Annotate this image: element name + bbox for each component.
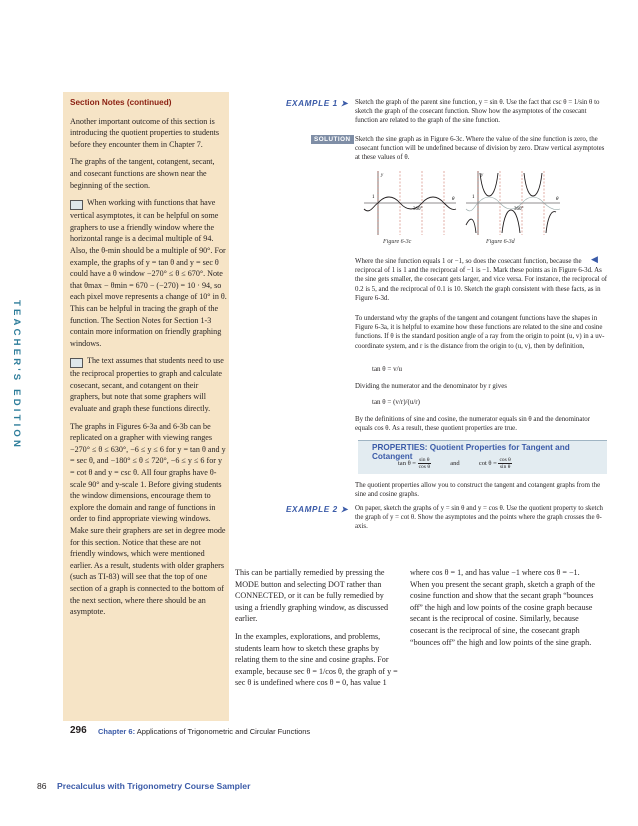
figure-c-ylabel: y	[381, 173, 384, 178]
solution-text	[355, 135, 608, 163]
teachers-edition-text: TEACHER'S EDITION	[11, 300, 22, 451]
body-p1: Where the sine function equals 1 or −1, so does the cosecant function, because the reciprocal of 1 is 1 and the reciprocal of −1 is −1. Mark these points as in Figure 6-3d. As the sine gets smaller, the cosecant gets larger, and vice versa. For instance, the reciprocal of 0.2 is 5, and the reciprocal of 0.1 is 10. Sketch the graph consistent with these facts, as in Figure 6-3d.	[355, 258, 608, 302]
notes-paragraph-3-wrap	[70, 197, 228, 349]
body-p5: The quotient properties allow you to construct the tangent and cotangent graphs from the sine and cosine graphs.	[355, 482, 601, 499]
notes-paragraph-1: Another important outcome of this section is introducing the quotient properties to students before they encounter them in Chapter 7.	[70, 116, 220, 149]
figure-d-xlabel: θ	[556, 197, 559, 202]
tan-numerator: sin θ	[419, 457, 430, 463]
book-page-number: 86	[37, 781, 47, 791]
body-paragraph-2	[355, 314, 608, 351]
figure-c-xlabel: θ	[452, 197, 455, 202]
and-word: and	[450, 459, 460, 467]
tan-lhs: tan θ =	[398, 459, 416, 467]
properties-formulas	[398, 457, 512, 470]
notes-paragraph-5: The graphs in Figures 6-3a and 6-3b can be replicated on a grapher with viewing ranges −270° ≤ θ ≤ 630°, −6 ≤ y ≤ 6 for y = tan θ and y = sec θ, and −180° ≤ θ ≤ 720°, −6 ≤ y ≤ 6 for y = cot θ and y = csc θ. All four graphs have θ-scale 90° and y-scale 1. Before giving students the window dimensions, encourage them to explore the domain and range of functions in order to find appropriate viewing windows. Make sure their graphers are set in degree mode for this section. Notice that these are not friendly windows, which were mentioned earlier. As a result, students with older graphers (such as TI-83) will see that the top of one section of a graph is connected to the bottom of the next section, where there should be an asymptote.	[70, 421, 226, 617]
arrow-marker-icon: ◀	[591, 254, 598, 264]
figure-d-one: 1	[472, 195, 475, 200]
example-1-paragraph: Sketch the graph of the parent sine function, y = sin θ. Use the fact that csc θ = 1/sin θ to sketch the graph of the cosecant function. Show how the asymptotes of the cosecant function are related to the graph of the sine function.	[355, 99, 600, 125]
properties-title: PROPERTIES: Quotient Properties for Tangent and Cotangent	[372, 443, 570, 461]
figure-6-3c-graph	[358, 169, 458, 237]
body-paragraph-4	[355, 415, 608, 433]
page-number: 296	[70, 725, 87, 736]
notes-paragraph-2: The graphs of the tangent, cotangent, secant, and cosecant functions are shown near the beginning of the section.	[70, 157, 215, 190]
notes-heading: Section Notes (continued)	[70, 98, 172, 107]
notes-bottom-middle	[235, 567, 400, 695]
quotient-properties-box	[358, 440, 607, 474]
grapher-icon	[70, 358, 83, 368]
book-title: Precalculus with Trigonometry Course Sampler	[57, 781, 251, 791]
solution-label: SOLUTION	[311, 135, 354, 144]
cot-lhs: cot θ =	[478, 459, 497, 467]
body-p2: To understand why the graphs of the tangent and cotangent functions have the shapes in Figure 6-3a, it is helpful to examine how these functions are related to the sine and cosine functions. If θ is the standard position angle of a ray from the origin to point (u, v) in a uv-coordinate system, and r is the distance from the origin to (u, v), then by definition,	[355, 315, 605, 350]
figure-6-3d-graph	[462, 169, 562, 237]
body-paragraph-1	[355, 257, 608, 303]
body-paragraph-3	[355, 382, 608, 391]
figure-6-3c-caption: Figure 6-3c	[383, 239, 412, 245]
chapter-title: Applications of Trigonometric and Circular Functions	[136, 727, 311, 736]
example-2-label	[286, 504, 348, 514]
grapher-icon	[70, 200, 83, 210]
equation-tan-vr-ur: tan θ = (v/r)/(u/r)	[372, 398, 420, 406]
figure-6-3d-caption: Figure 6-3d	[486, 239, 515, 245]
example-1-label	[286, 98, 348, 108]
figure-d-ylabel: y	[481, 173, 484, 178]
notes-paragraph-4: The text assumes that students need to use the reciprocal properties to graph and calculate cosecant, secant, and cotangent on their graphers, but note that some graphers will evaluate and graph these functions directly.	[70, 356, 224, 414]
figure-c-one: 1	[372, 195, 375, 200]
figure-c-tick: 360°	[413, 207, 423, 212]
example-2-text	[355, 504, 608, 532]
tan-fraction	[418, 457, 431, 470]
body-paragraph-5	[355, 481, 608, 499]
body-p3: Dividing the numerator and the denominator by r gives	[355, 383, 507, 390]
notes-bottom-mid-2: In the examples, explorations, and problems, students learn how to sketch these graphs by relating them to the sine and cosine graphs. For example, because sec θ = 1/cos θ, the graph of y = sec θ is undefined where cos θ = 0, has value 1	[235, 631, 398, 688]
figure-d-tick: 360°	[514, 207, 524, 212]
cot-denominator: sin θ	[499, 464, 511, 470]
equation-tan-vu: tan θ = v/u	[372, 365, 403, 373]
arrow-icon: ➤	[340, 99, 349, 108]
notes-bottom-right	[410, 567, 600, 654]
cot-numerator: cos θ	[499, 457, 511, 463]
cot-fraction	[498, 457, 511, 470]
example-2-paragraph: On paper, sketch the graphs of y = sin θ and y = cos θ. Use the quotient property to sketch the graph of y = cot θ. Show the asymptotes and the points where the graph crosses the θ-axis.	[355, 505, 603, 531]
example-1-text	[355, 98, 608, 126]
example-2-label-text: EXAMPLE 2	[286, 505, 338, 514]
solution-paragraph: Sketch the sine graph as in Figure 6-3c. Where the value of the sine function is zero, the cosecant function will be undefined because of division by zero. Draw vertical asymptotes at these values of θ.	[355, 136, 605, 162]
tan-denominator: cos θ	[418, 464, 430, 470]
arrow-icon: ➤	[340, 505, 349, 514]
chapter-footer	[98, 727, 310, 736]
notes-bottom-mid-1: This can be partially remedied by pressing the MODE button and selecting DOT rather than CONNECTED, or it can be fully remedied by using a friendly graphing window, as discussed earlier.	[235, 568, 389, 624]
teachers-edition-label	[4, 300, 26, 470]
notes-paragraph-4-wrap	[70, 355, 228, 414]
chapter-label: Chapter 6:	[98, 727, 136, 736]
teacher-notes-column	[70, 97, 228, 624]
example-1-label-text: EXAMPLE 1	[286, 99, 338, 108]
sine-curve-faint	[466, 197, 560, 211]
body-p4: By the definitions of sine and cosine, the numerator equals sin θ and the denominator equals cos θ. As a result, these quotient properties are true.	[355, 416, 591, 433]
notes-bottom-right-text: where cos θ = 1, and has value −1 where cos θ = −1. When you present the secant graph, sketch a graph of the cosine function and show that the secant graph “bounces off” the high and low points of the cosine graph because secant is the reciprocal of cosine. Similarly, because cosecant is the reciprocal of sine, the cosecant graph “bounces off” the high and low points of the sine graph.	[410, 568, 595, 647]
notes-paragraph-3: When working with functions that have vertical asymptotes, it can be helpful on some graphers to use a friendly window where the horizontal range is a decimal multiple of 94. Also, the θ-min should be a multiple of 90°. For example, the graphs of y = tan θ and y = sec θ could have a θ window −270° ≤ θ ≤ 670°. Note that θmax − θmin = 670 − (−270) = 10 · 94, so each pixel move represents a change of 10° in θ. This can be helpful in tracing the graph of the function. The Section Notes for Section 1-3 contain more information on friendly graphing windows.	[70, 198, 227, 348]
